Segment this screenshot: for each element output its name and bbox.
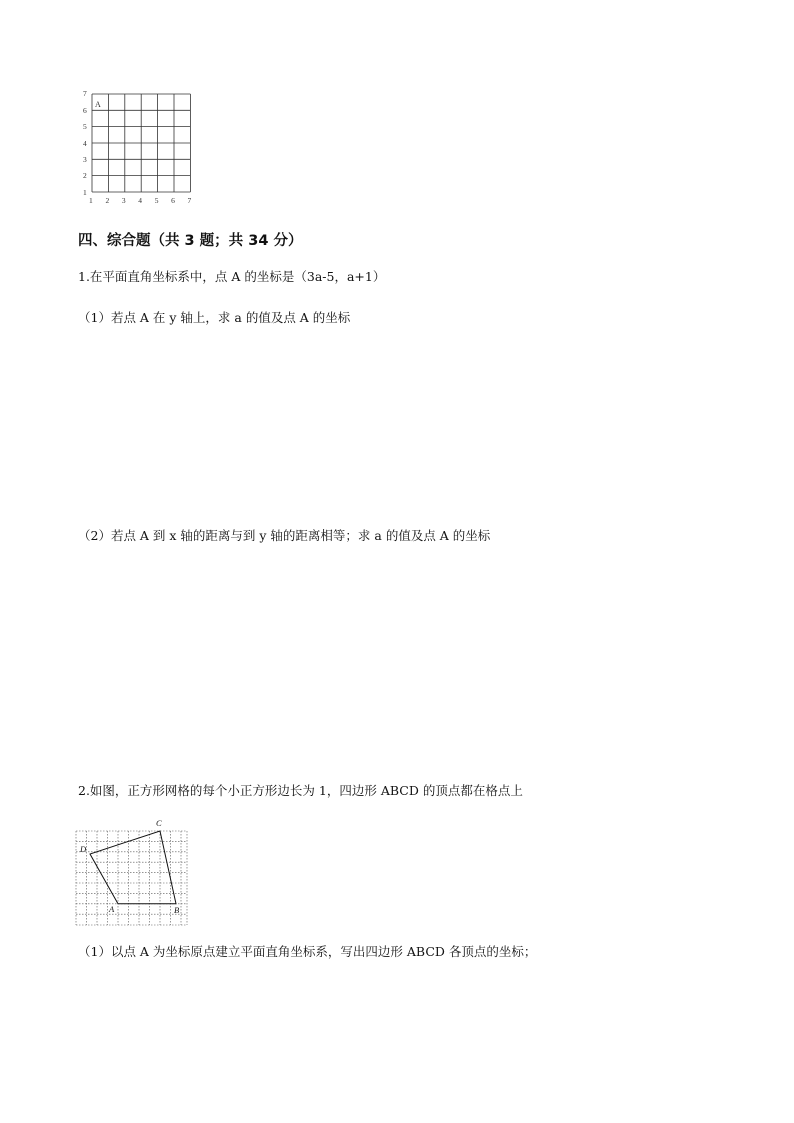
quadrilateral-grid-figure — [72, 816, 196, 930]
question-2-part-1: （1）以点 A 为坐标原点建立平面直角坐标系，写出四边形 ABCD 各顶点的坐标； — [78, 944, 537, 959]
y-tick: 5 — [83, 122, 87, 131]
grid-point-label-a: A — [95, 100, 101, 109]
y-axis-ticks — [83, 89, 87, 197]
question-1-stem: 1.在平面直角坐标系中，点 A 的坐标是（3a-5，a+1） — [78, 269, 386, 284]
x-axis-ticks — [89, 196, 192, 205]
vertex-label-c: C — [156, 818, 162, 828]
y-tick: 4 — [83, 139, 87, 148]
x-tick: 6 — [171, 196, 175, 205]
x-tick: 3 — [121, 196, 126, 205]
x-tick: 4 — [138, 196, 143, 205]
x-tick: 5 — [154, 196, 159, 205]
question-1-part-2: （2）若点 A 到 x 轴的距离与到 y 轴的距离相等；求 a 的值及点 A 的坐标 — [78, 528, 491, 543]
coordinate-grid-figure — [78, 86, 198, 208]
y-tick: 3 — [83, 155, 87, 164]
x-tick: 1 — [89, 196, 93, 205]
x-tick: 7 — [187, 196, 192, 205]
y-tick: 7 — [83, 89, 87, 98]
x-tick: 2 — [105, 196, 110, 205]
vertex-label-b: B — [174, 905, 180, 915]
question-1-part-1: （1）若点 A 在 y 轴上，求 a 的值及点 A 的坐标 — [78, 310, 351, 325]
y-tick: 2 — [83, 171, 87, 180]
question-2-stem: 2.如图，正方形网格的每个小正方形边长为 1，四边形 ABCD 的顶点都在格点上 — [78, 783, 523, 798]
y-tick: 1 — [83, 188, 87, 197]
vertex-label-d: D — [80, 844, 87, 854]
quadrilateral-abcd — [90, 831, 176, 904]
section-heading: 四、综合题（共 3 题；共 34 分） — [78, 233, 303, 249]
grid-lines — [92, 94, 190, 192]
vertex-label-a: A — [109, 904, 115, 914]
y-tick: 6 — [83, 106, 87, 115]
